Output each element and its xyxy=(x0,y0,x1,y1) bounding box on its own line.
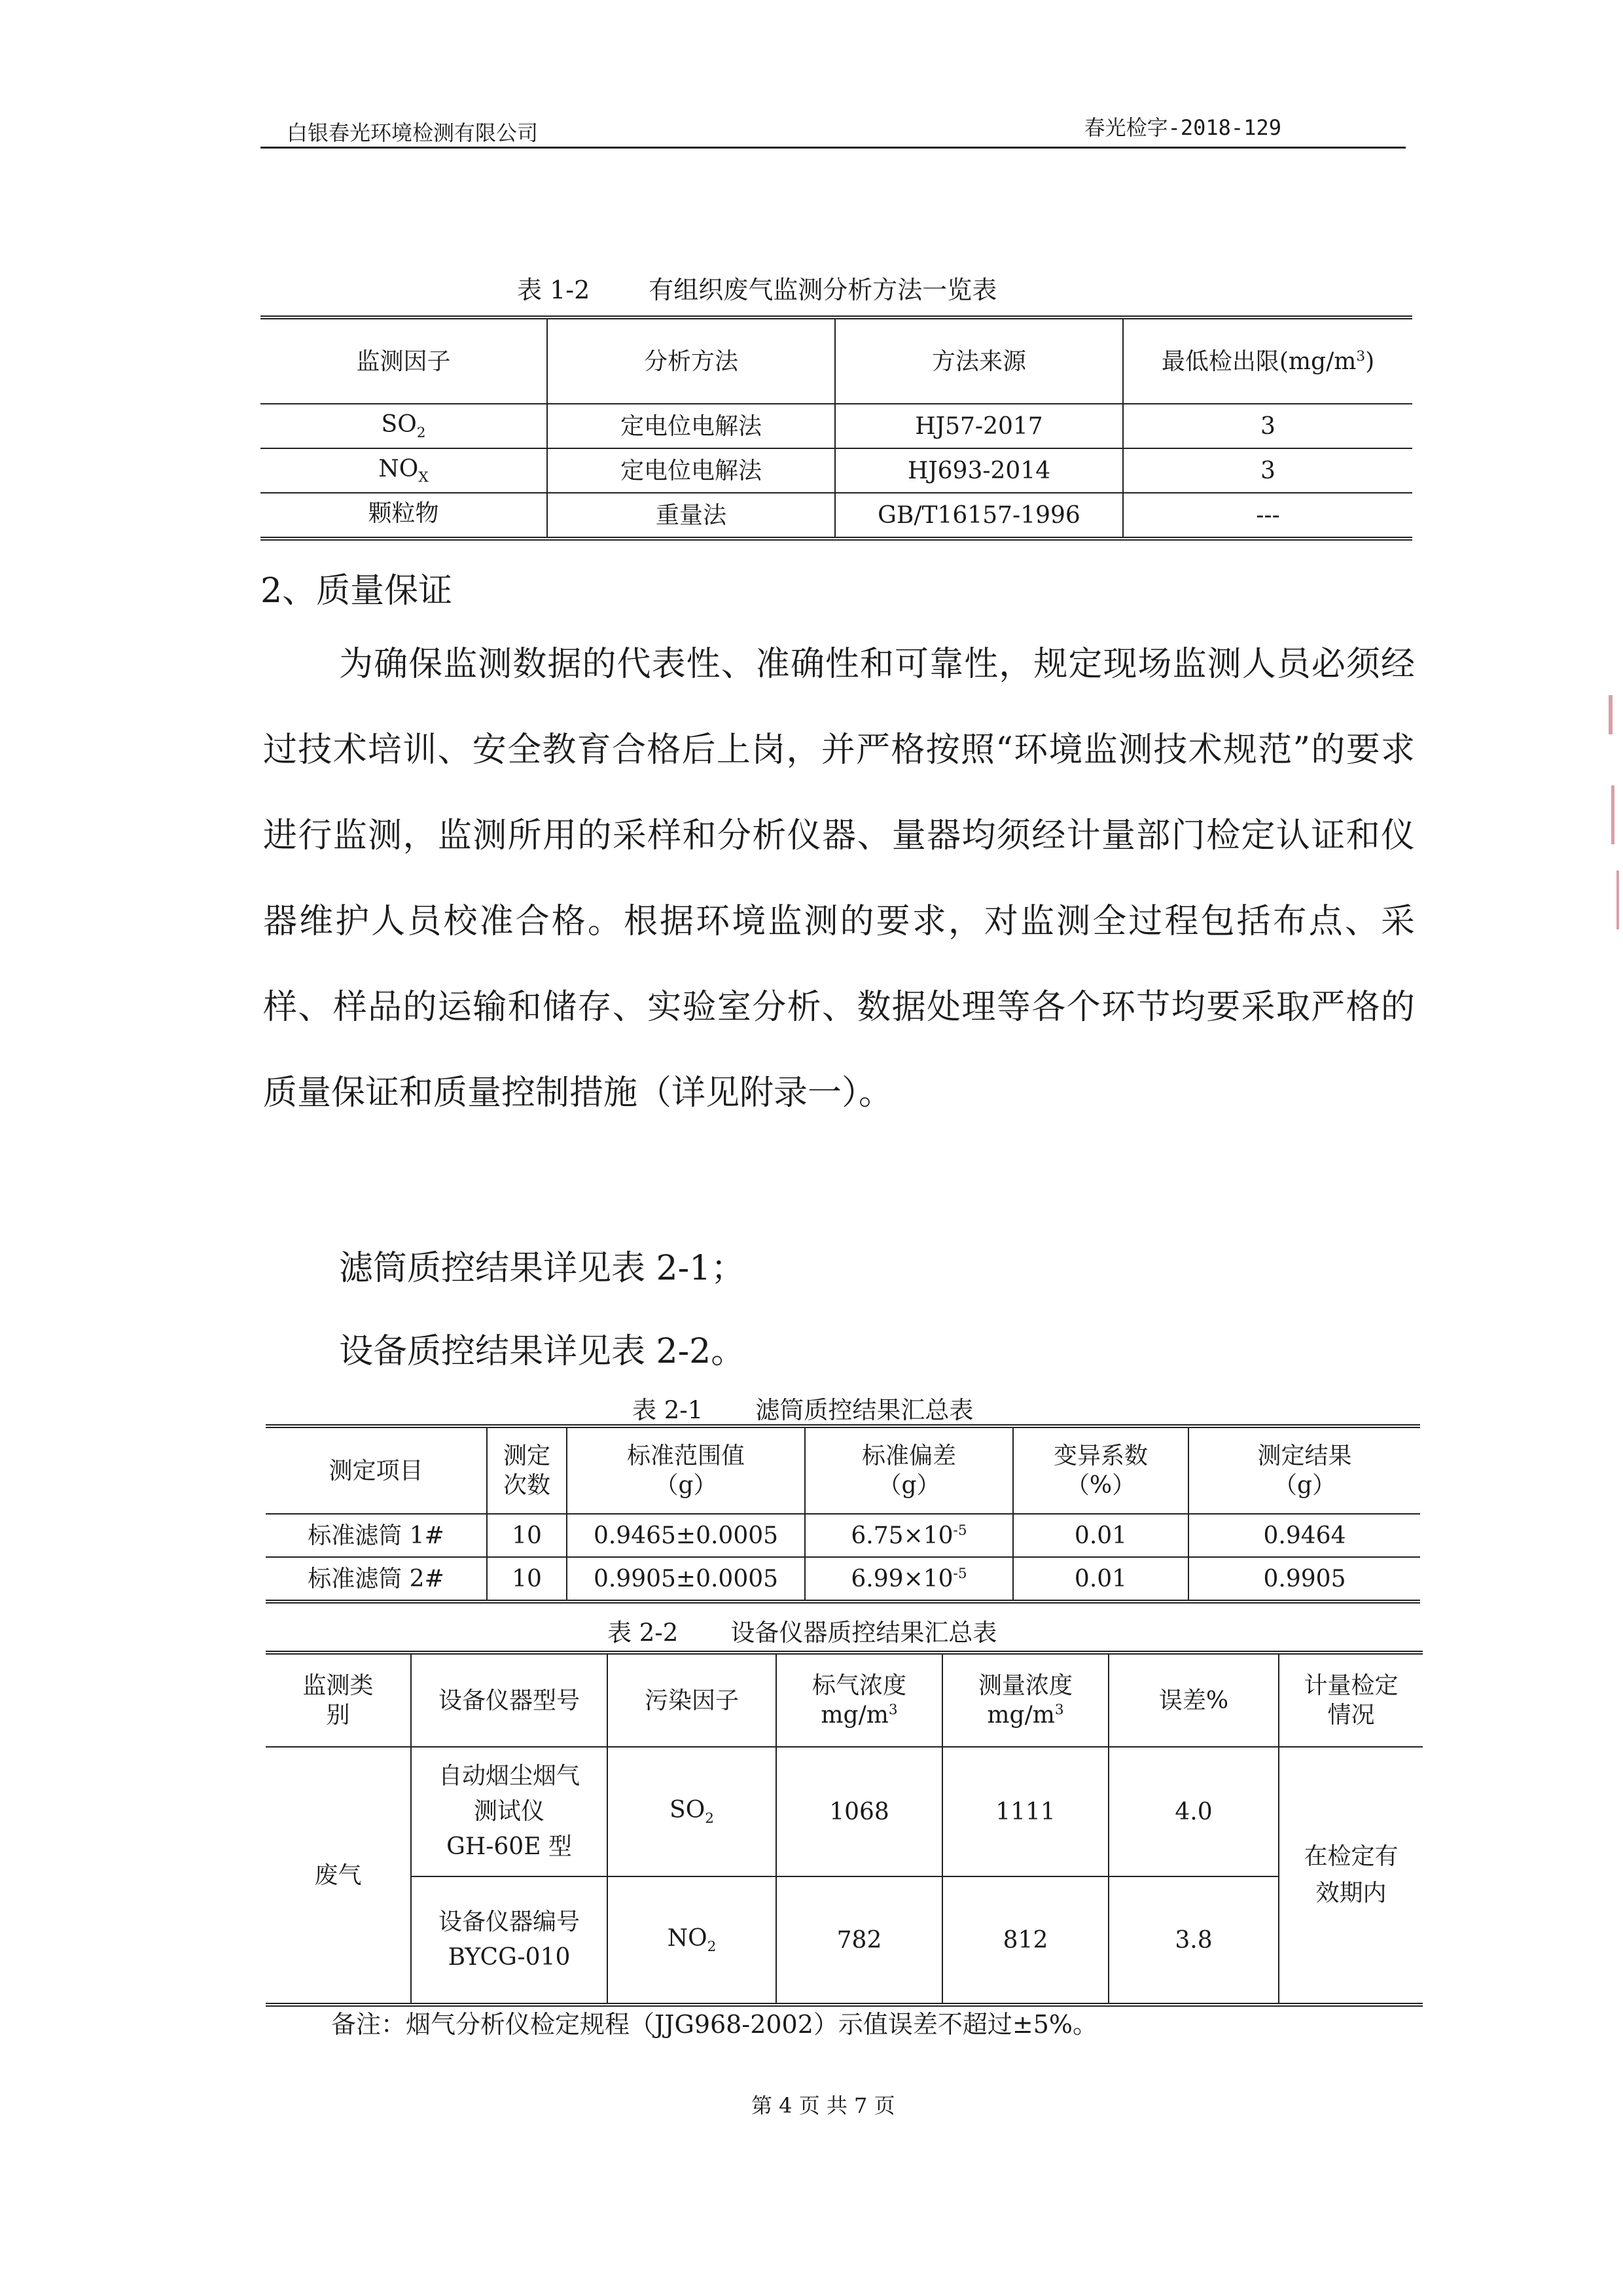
header-pollutant: 污染因子 xyxy=(607,1653,776,1747)
table-note: 备注：烟气分析仪检定规程（JJG968-2002）示值误差不超过±5%。 xyxy=(331,2010,1098,2039)
body-line-filter: 滤筒质控结果详见表 2-1； xyxy=(339,1249,745,1288)
std-cell: $6.75\times 10^{-5}$ xyxy=(805,1514,1013,1557)
method-cell: 重量法 xyxy=(547,493,835,539)
range-cell: 0.9905±0.0005 xyxy=(567,1557,805,1602)
table-row xyxy=(260,493,1412,539)
result-cell: 0.9464 xyxy=(1188,1514,1420,1557)
header-std-conc: 标气浓度 $mg/m^3$ xyxy=(776,1653,942,1747)
header-source: 方法来源 xyxy=(835,317,1123,404)
header-count: 测定 次数 xyxy=(487,1426,567,1514)
seal-mark xyxy=(1611,785,1614,844)
item-cell: 标准滤筒 1# xyxy=(266,1514,487,1557)
table-row xyxy=(266,1557,1420,1602)
header-limit: 最低检出限$(mg/m^3)$ xyxy=(1123,317,1412,404)
cv-cell: 0.01 xyxy=(1013,1557,1188,1602)
std-cell: $6.99\times 10^{-5}$ xyxy=(805,1557,1013,1602)
header-method: 分析方法 xyxy=(547,317,835,404)
table-2-2-caption xyxy=(607,1613,997,1648)
header-std: 标准偏差 （g） xyxy=(805,1426,1013,1514)
category-cell: 废气 xyxy=(266,1747,411,2005)
table-1-2 xyxy=(260,315,1412,541)
method-cell: 定电位电解法 xyxy=(547,448,835,493)
cv-cell: 0.01 xyxy=(1013,1514,1188,1557)
table-number: 表 2-2 xyxy=(607,1619,679,1647)
header-meas-conc: 测量浓度 $mg/m^3$ xyxy=(942,1653,1109,1747)
header-factor: 监测因子 xyxy=(260,317,547,404)
source-cell: HJ57-2017 xyxy=(835,404,1123,448)
factor-cell: $NO_X$ xyxy=(260,448,547,493)
error-cell: 4.0 xyxy=(1109,1747,1279,1876)
table-row xyxy=(266,1514,1420,1557)
range-cell: 0.9465±0.0005 xyxy=(567,1514,805,1557)
limit-cell: 3 xyxy=(1123,404,1412,448)
page-footer: 第 4 页 共 7 页 xyxy=(751,2093,895,2118)
table-2-1 xyxy=(266,1424,1420,1604)
table-row xyxy=(260,448,1412,493)
method-cell: 定电位电解法 xyxy=(547,404,835,448)
error-cell: 3.8 xyxy=(1109,1876,1279,2005)
report-number: 春光检字-2018-129 xyxy=(1084,115,1281,140)
source-cell: HJ693-2014 xyxy=(835,448,1123,493)
table-row xyxy=(260,404,1412,448)
header-error: 误差% xyxy=(1109,1653,1279,1747)
calibration-cell: 在检定有 效期内 xyxy=(1279,1747,1423,2005)
header-item: 测定项目 xyxy=(266,1426,487,1514)
limit-cell: 3 xyxy=(1123,448,1412,493)
seal-mark xyxy=(1616,870,1619,929)
table-title: 滤筒质控结果汇总表 xyxy=(755,1396,974,1424)
meas-conc-cell: 1111 xyxy=(942,1747,1109,1876)
header-calibration: 计量检定 情况 xyxy=(1279,1653,1423,1747)
table-1-2-caption xyxy=(517,270,997,306)
page-header xyxy=(260,110,1406,149)
section-title: 2、质量保证 xyxy=(260,571,453,611)
header-category: 监测类 别 xyxy=(266,1653,411,1747)
factor-cell: 颗粒物 xyxy=(260,493,547,539)
seal-mark xyxy=(1609,695,1613,734)
table-number: 表 1-2 xyxy=(517,276,590,304)
table-2-2 xyxy=(266,1651,1423,2007)
count-cell: 10 xyxy=(487,1514,567,1557)
header-result: 测定结果 （g） xyxy=(1188,1426,1420,1514)
body-paragraph: 为确保监测数据的代表性、准确性和可靠性，规定现场监测人员必须经过技术培训、安全教育合格后上岗，并严格按照“环境监测技术规范”的要求进行监测，监测所用的采样和分析仪器、量器均须经计量部门检定认证和仪器维护人员校准合格。根据环境监测的要求，对监测全过程包括布点、采样、样品的运输和储存、实验室分析、数据处理等各个环节均要采取严格的质量保证和质量控制措施（详见附录一）。 xyxy=(263,645,1415,1113)
std-conc-cell: 782 xyxy=(776,1876,942,2005)
table-title: 有组织废气监测分析方法一览表 xyxy=(649,276,997,304)
table-2-1-caption xyxy=(632,1390,973,1426)
source-cell: GB/T16157-1996 xyxy=(835,493,1123,539)
device-model-cell: 自动烟尘烟气 测试仪 GH-60E 型 xyxy=(411,1747,607,1876)
factor-cell: $SO_2$ xyxy=(260,404,547,448)
table-title: 设备仪器质控结果汇总表 xyxy=(730,1619,997,1647)
count-cell: 10 xyxy=(487,1557,567,1602)
body-line-equipment: 设备质控结果详见表 2-2。 xyxy=(339,1332,745,1371)
header-range: 标准范围值 （g） xyxy=(567,1426,805,1514)
table-number: 表 2-1 xyxy=(632,1396,704,1424)
header-cv: 变异系数 （%） xyxy=(1013,1426,1188,1514)
meas-conc-cell: 812 xyxy=(942,1876,1109,2005)
std-conc-cell: 1068 xyxy=(776,1747,942,1876)
table-row xyxy=(266,1747,1423,1876)
table-row xyxy=(266,1876,1423,2005)
result-cell: 0.9905 xyxy=(1188,1557,1420,1602)
header-model: 设备仪器型号 xyxy=(411,1653,607,1747)
pollutant-cell: $NO_2$ xyxy=(607,1876,776,2005)
device-number-cell: 设备仪器编号 BYCG-010 xyxy=(411,1876,607,2005)
pollutant-cell: $SO_2$ xyxy=(607,1747,776,1876)
limit-cell: --- xyxy=(1123,493,1412,539)
item-cell: 标准滤筒 2# xyxy=(266,1557,487,1602)
company-name: 白银春光环境检测有限公司 xyxy=(287,120,539,145)
